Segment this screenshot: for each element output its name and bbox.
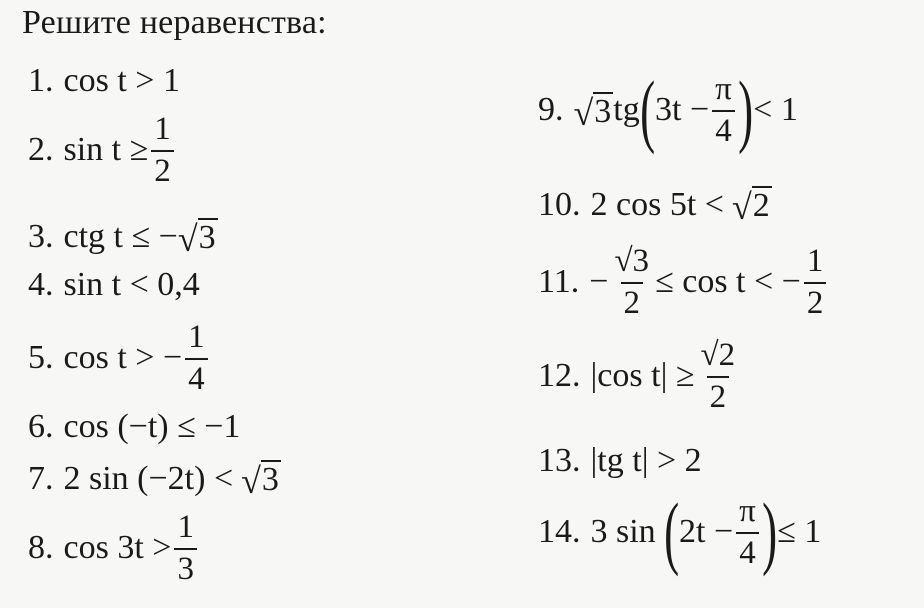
inequality-12 <box>538 338 741 414</box>
item-number: 5. <box>28 339 54 377</box>
item-number: 2. <box>28 131 54 169</box>
item-number: 11. <box>538 263 580 301</box>
numerator: √3 <box>614 243 650 279</box>
numerator: 1 <box>806 243 824 279</box>
radical-sign: √ <box>177 219 198 259</box>
expression: cos (−t) ≤ −1 <box>63 408 241 445</box>
radical-sign: √ <box>731 187 752 227</box>
inequality-11 <box>538 244 829 320</box>
expression: 3 sin <box>590 513 656 551</box>
denominator: 2 <box>621 282 644 321</box>
minus-sign: − <box>589 263 609 301</box>
item-number: 3. <box>28 217 54 255</box>
item-number: 13. <box>538 442 581 479</box>
fraction <box>174 510 197 586</box>
numerator: 1 <box>177 509 194 545</box>
denominator: 2 <box>804 282 827 321</box>
fraction <box>151 112 174 188</box>
radicand: 3 <box>198 219 216 256</box>
numerator: π <box>715 71 732 107</box>
radicand: 3 <box>261 461 279 498</box>
denominator: 4 <box>185 358 208 397</box>
square-root <box>177 218 218 259</box>
square-root <box>573 92 614 133</box>
denominator: 3 <box>174 548 197 587</box>
expression: sin t ≥ <box>63 131 149 169</box>
numerator: 1 <box>154 111 171 147</box>
numerator: √2 <box>700 337 736 373</box>
item-number: 8. <box>28 529 54 567</box>
numerator: π <box>739 493 756 529</box>
inequality-3 <box>28 217 218 259</box>
expression: cos t > − <box>63 339 183 377</box>
radical-sign: √ <box>241 461 261 501</box>
radicand: 3 <box>594 92 612 130</box>
fraction <box>698 338 739 414</box>
inequality-8 <box>28 510 200 586</box>
square-root <box>241 460 281 501</box>
expression: ctg t ≤ − <box>63 217 178 255</box>
inequality-14 <box>538 486 822 578</box>
fraction <box>736 494 759 570</box>
item-number: 10. <box>538 185 581 223</box>
item-number: 1. <box>28 62 54 99</box>
inequality-13 <box>538 444 702 478</box>
right-hand-side: < 1 <box>753 91 798 129</box>
item-number: 14. <box>538 513 581 551</box>
numerator: 1 <box>188 319 205 355</box>
inequality-2 <box>28 112 177 188</box>
radicand: 2 <box>752 187 770 224</box>
expression: |tg t| > 2 <box>590 442 702 479</box>
inequality-9 <box>538 64 798 156</box>
left-paren: ( <box>663 486 679 578</box>
expression: |cos t| ≥ <box>590 357 695 395</box>
inequality-5 <box>28 320 211 396</box>
fraction <box>712 72 735 148</box>
inner-expression: 3t − <box>655 91 710 129</box>
expression: cos t > 1 <box>63 62 180 99</box>
left-paren: ( <box>639 64 655 156</box>
inequality-10 <box>538 185 772 227</box>
right-paren: ) <box>761 486 777 578</box>
expression: sin t < 0,4 <box>63 266 200 303</box>
square-root <box>731 186 772 227</box>
item-number: 7. <box>28 459 54 497</box>
item-number: 6. <box>28 408 54 445</box>
right-hand-side: ≤ 1 <box>777 513 822 551</box>
item-number: 4. <box>28 266 54 303</box>
inequality-6 <box>28 410 240 444</box>
expression: cos 3t > <box>63 529 172 567</box>
inner-expression: 2t − <box>679 513 734 551</box>
denominator: 2 <box>151 150 174 189</box>
expression: 2 cos 5t < <box>590 185 724 223</box>
page-title: Решите неравенства: <box>22 4 327 41</box>
inequality-7 <box>28 459 281 501</box>
inequality-4 <box>28 268 200 302</box>
function-name: tg <box>613 91 640 129</box>
denominator: 4 <box>736 532 759 571</box>
fraction <box>185 320 208 396</box>
fraction <box>804 244 827 320</box>
expression: ≤ cos t < − <box>655 263 801 301</box>
right-paren: ) <box>737 64 753 156</box>
item-number: 12. <box>538 357 581 395</box>
inequality-1 <box>28 64 180 98</box>
denominator: 4 <box>712 110 735 149</box>
fraction <box>611 244 652 320</box>
radical-sign: √ <box>573 92 594 133</box>
expression: 2 sin (−2t) < <box>63 459 234 497</box>
item-number: 9. <box>538 91 564 129</box>
denominator: 2 <box>707 376 730 415</box>
